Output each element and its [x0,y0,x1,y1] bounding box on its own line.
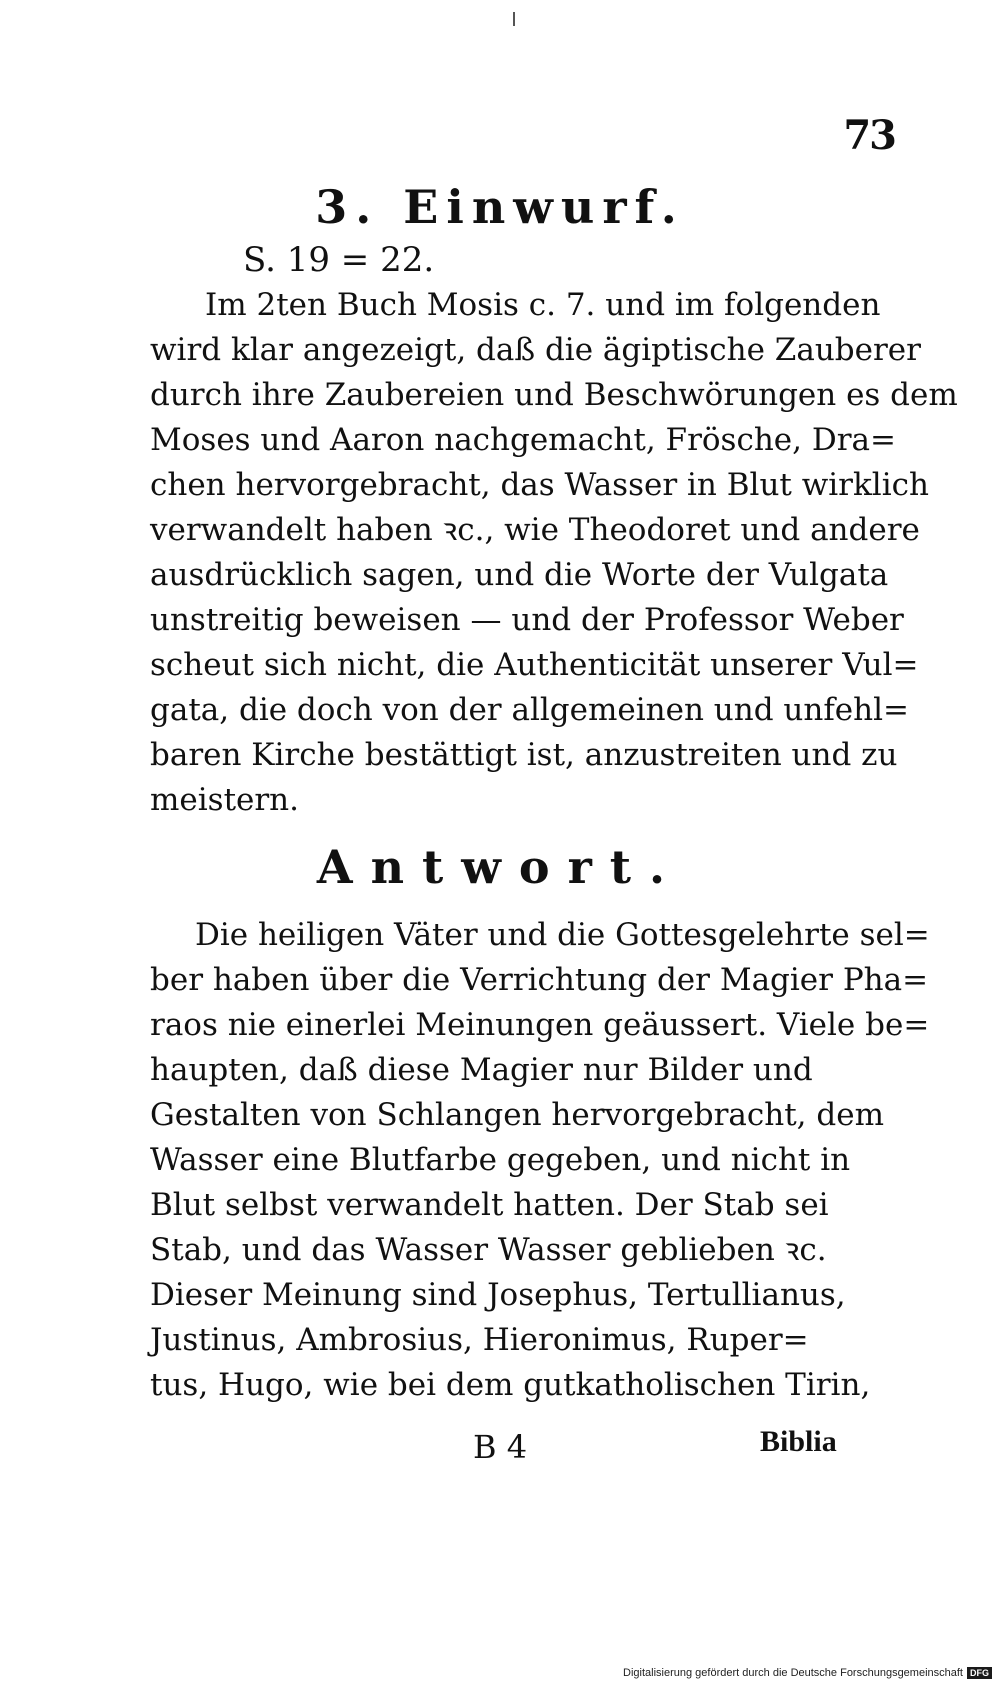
text-line: Stab, und das Wasser Wasser geblieben ꝛc. [150,1232,827,1268]
answer-heading: Antwort. [316,840,684,894]
text-line: ber haben über die Verrichtung der Magier Pha= [150,962,929,998]
objection-paragraph [150,283,958,823]
text-line: Justinus, Ambrosius, Hieronimus, Ruper= [150,1322,809,1358]
text-line: baren Kirche bestättigt ist, anzustreiten und zu [150,737,898,773]
signature-mark: B 4 [473,1428,528,1466]
text-line: scheut sich nicht, die Authenticität unserer Vul= [150,647,919,683]
catchword: Biblia [760,1425,837,1458]
text-line: Blut selbst verwandelt hatten. Der Stab sei [150,1187,829,1223]
text-line: Die heiligen Väter und die Gottesgelehrte sel= [195,917,930,953]
text-line: durch ihre Zaubereien und Beschwörungen es dem [150,377,958,413]
text-line: unstreitig beweisen — und der Professor Weber [150,602,904,638]
text-line: Im 2ten Buch Mosis c. 7. und im folgenden [205,287,881,323]
text-line: raos nie einerlei Meinungen geäussert. Viele be= [150,1007,930,1043]
text-line: ausdrücklich sagen, und die Worte der Vulgata [150,557,889,593]
text-line: tus, Hugo, wie bei dem gutkatholischen Tirin, [150,1367,871,1403]
text-line: Moses und Aaron nachgemacht, Frösche, Dra= [150,422,896,458]
text-line: gata, die doch von der allgemeinen und unfehl= [150,692,910,728]
page-number: 73 [843,112,895,159]
section-reference: S. 19 = 22. [243,240,435,280]
dfg-logo: DFG [967,1667,992,1679]
objection-heading: 3. Einwurf. [315,180,685,234]
answer-paragraph [150,913,930,1408]
text-line: Dieser Meinung sind Josephus, Tertullianus, [150,1277,846,1313]
text-line: haupten, daß diese Magier nur Bilder und [150,1052,813,1088]
text-line: wird klar angezeigt, daß die ägiptische Zauberer [150,332,921,368]
scan-mark [513,12,515,26]
digitization-credit [623,1667,992,1679]
credit-text: Digitalisierung gefördert durch die Deutsche Forschungsgemeinschaft [623,1667,963,1679]
text-line: chen hervorgebracht, das Wasser in Blut wirklich [150,467,929,503]
text-line: Wasser eine Blutfarbe gegeben, und nicht in [150,1142,851,1178]
text-line: Gestalten von Schlangen hervorgebracht, dem [150,1097,884,1133]
text-line: verwandelt haben ꝛc., wie Theodoret und andere [150,512,920,548]
text-line: meistern. [150,782,300,818]
